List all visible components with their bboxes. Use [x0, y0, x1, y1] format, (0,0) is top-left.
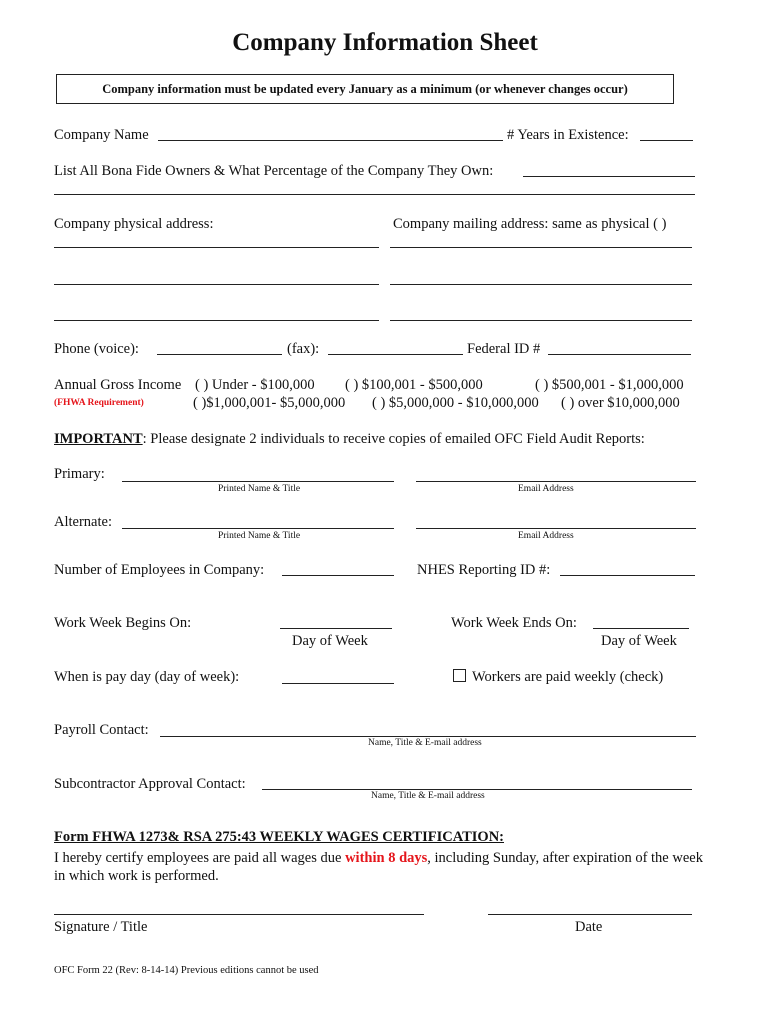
physical-address-label: Company physical address:: [54, 216, 214, 232]
company-name-field[interactable]: [158, 140, 503, 141]
date-label: Date: [575, 919, 603, 935]
primary-email-field[interactable]: [416, 481, 696, 482]
certification-highlight: within 8 days: [345, 850, 428, 866]
alternate-label: Alternate:: [54, 514, 112, 530]
federal-id-label: Federal ID #: [467, 341, 541, 357]
income-option-5m-10m[interactable]: ( ) $5,000,000 - $10,000,000: [372, 395, 539, 411]
income-option-1m-5m[interactable]: ( )$1,000,001- $5,000,000: [193, 395, 346, 411]
certification-text: [54, 849, 704, 885]
subcontractor-contact-label: Subcontractor Approval Contact:: [54, 776, 246, 792]
physical-address-line-1[interactable]: [54, 247, 379, 248]
nhes-field[interactable]: [560, 575, 695, 576]
primary-name-caption: Printed Name & Title: [218, 484, 301, 494]
income-option-under-100k[interactable]: ( ) Under - $100,000: [195, 377, 315, 393]
years-field[interactable]: [640, 140, 693, 141]
mailing-address-line-1[interactable]: [390, 247, 692, 248]
payroll-contact-field[interactable]: [160, 736, 696, 737]
years-label: # Years in Existence:: [507, 127, 629, 143]
certification-heading: Form FHWA 1273& RSA 275:43 WEEKLY WAGES CERTIFICATION:: [54, 829, 504, 845]
work-week-begins-label: Work Week Begins On:: [54, 615, 192, 631]
work-week-ends-caption: Day of Week: [601, 633, 677, 649]
important-label: IMPORTANT: [54, 431, 143, 447]
work-week-ends-field[interactable]: [593, 628, 689, 629]
fhwa-requirement-note: (FHWA Requirement): [54, 398, 144, 408]
primary-email-caption: Email Address: [518, 484, 574, 494]
nhes-label: NHES Reporting ID #:: [417, 562, 551, 578]
update-notice-box: Company information must be updated every January as a minimum (or whenever changes occur): [56, 74, 674, 104]
federal-id-field[interactable]: [548, 354, 691, 355]
payroll-contact-label: Payroll Contact:: [54, 722, 149, 738]
alternate-name-field[interactable]: [122, 528, 394, 529]
mailing-address-line-3[interactable]: [390, 320, 692, 321]
primary-label: Primary:: [54, 466, 105, 482]
work-week-begins-field[interactable]: [280, 628, 392, 629]
subcontractor-contact-caption: Name, Title & E-mail address: [371, 791, 485, 801]
physical-address-line-2[interactable]: [54, 284, 379, 285]
income-label: Annual Gross Income: [54, 377, 182, 393]
physical-address-line-3[interactable]: [54, 320, 379, 321]
income-option-100k-500k[interactable]: ( ) $100,001 - $500,000: [345, 377, 483, 393]
income-option-500k-1m[interactable]: ( ) $500,001 - $1,000,000: [535, 377, 684, 393]
date-field[interactable]: [488, 914, 692, 915]
page-title: Company Information Sheet: [232, 29, 538, 56]
important-note: [54, 432, 645, 447]
subcontractor-contact-field[interactable]: [262, 789, 692, 790]
income-option-over-10m[interactable]: ( ) over $10,000,000: [561, 395, 680, 411]
payroll-contact-caption: Name, Title & E-mail address: [368, 738, 482, 748]
pay-day-field[interactable]: [282, 683, 394, 684]
alternate-email-field[interactable]: [416, 528, 696, 529]
weekly-pay-label: Workers are paid weekly (check): [472, 669, 664, 685]
form-footer: OFC Form 22 (Rev: 8-14-14) Previous editions cannot be used: [54, 965, 319, 976]
phone-field[interactable]: [157, 354, 282, 355]
company-name-label: Company Name: [54, 127, 149, 143]
weekly-pay-checkbox[interactable]: [453, 669, 466, 682]
mailing-address-label: Company mailing address: same as physical ( ): [393, 216, 667, 232]
alternate-email-caption: Email Address: [518, 531, 574, 541]
owners-label: List All Bona Fide Owners & What Percentage of the Company They Own:: [54, 163, 494, 179]
alternate-name-caption: Printed Name & Title: [218, 531, 301, 541]
important-text: : Please designate 2 individuals to receive copies of emailed OFC Field Audit Reports:: [142, 431, 645, 447]
owners-field-line-2[interactable]: [54, 194, 695, 195]
fax-label: (fax):: [287, 341, 320, 357]
pay-day-label: When is pay day (day of week):: [54, 669, 240, 685]
signature-label: Signature / Title: [54, 919, 148, 935]
primary-name-field[interactable]: [122, 481, 394, 482]
owners-field[interactable]: [523, 176, 695, 177]
work-week-begins-caption: Day of Week: [292, 633, 368, 649]
mailing-address-line-2[interactable]: [390, 284, 692, 285]
certification-text-end: , including Sunday, after expiration of the week in which work is performed.: [54, 850, 703, 884]
work-week-ends-label: Work Week Ends On:: [451, 615, 577, 631]
phone-label: Phone (voice):: [54, 341, 139, 357]
signature-field[interactable]: [54, 914, 424, 915]
certification-text-start: I hereby certify employees are paid all wages due: [54, 850, 346, 866]
employees-label: Number of Employees in Company:: [54, 562, 265, 578]
employees-field[interactable]: [282, 575, 394, 576]
fax-field[interactable]: [328, 354, 463, 355]
